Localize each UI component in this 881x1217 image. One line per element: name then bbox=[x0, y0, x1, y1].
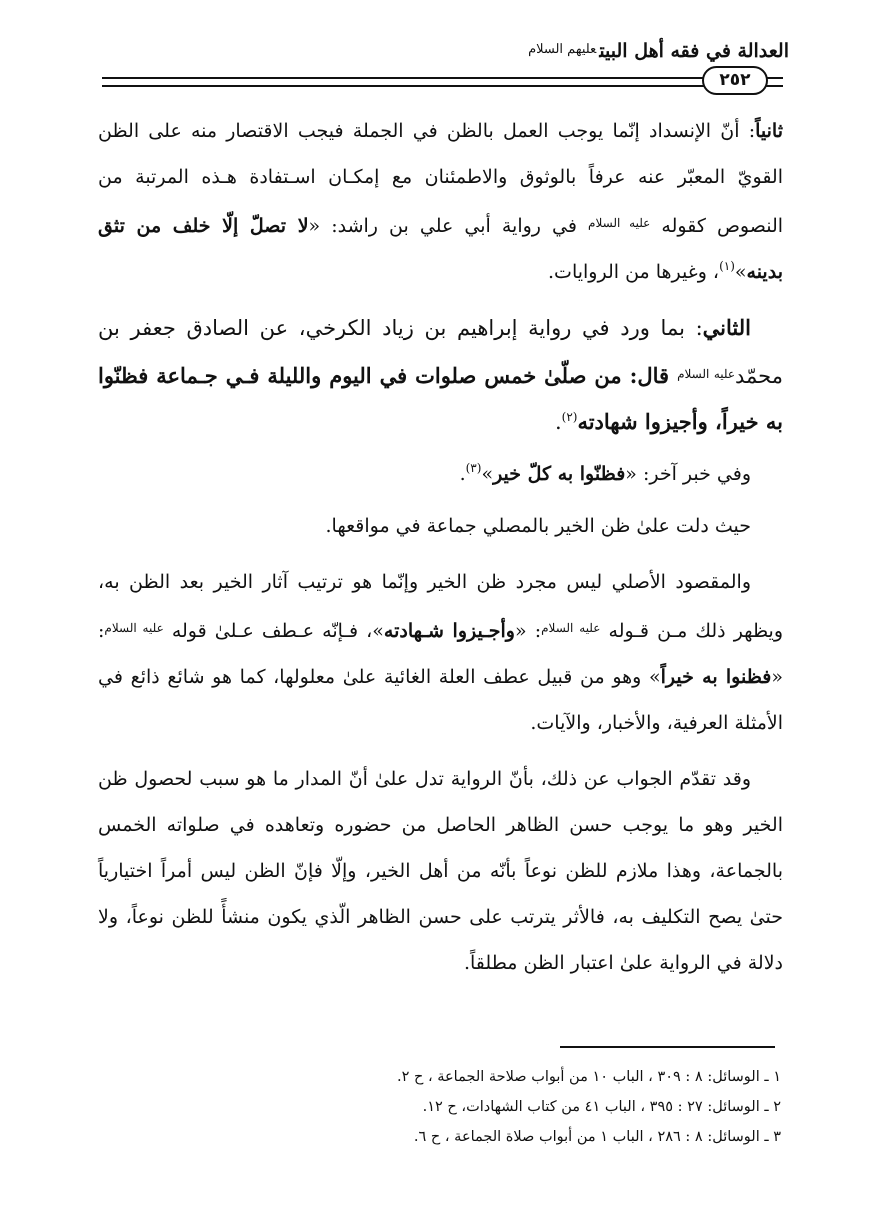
text-run: ، وغيرها من الروايات. bbox=[548, 261, 720, 283]
footnote-3: ٣ ـ الوسائل: ٨ : ٢٨٦ ، الباب ١ من أبواب صلاة الجماعة ، ح ٦. bbox=[413, 1129, 781, 1145]
text-run: والمقصود الأصلي ليس مجرد ظن الخير وإنّما هو ترتيب آثار الخير بعد الظن به، ويظهر ذلك مـن قـوله bbox=[98, 571, 783, 642]
bold-text: وأجـيزوا شـهادته bbox=[383, 620, 515, 642]
paragraph bbox=[98, 503, 783, 549]
paragraph bbox=[98, 559, 783, 746]
honorific-glyph: عليهم السلام bbox=[528, 42, 597, 57]
text-run: . bbox=[459, 463, 466, 485]
text-run: : أنّ الإنسداد إنّما يوجب العمل بالظن في الجملة فيجب الاقتصار منه على الظن القويّ المعبّر عنه عرفاً بالوثوق والاطمئنان مع إمكـان اسـتفادة هـذه المرتبة من النصوص كقوله bbox=[98, 120, 784, 237]
paragraph bbox=[98, 108, 783, 295]
footnote-separator bbox=[560, 1046, 775, 1048]
bold-text: الثاني bbox=[702, 315, 751, 340]
footnote-2: ٢ ـ الوسائل: ٢٧ : ٣٩٥ ، الباب ٤١ من كتاب الشهادات، ح ١٢. bbox=[422, 1099, 781, 1115]
bold-text: لا تصلّ إلّا خلف من تثق بدينه bbox=[98, 215, 783, 283]
text-run: » bbox=[481, 463, 494, 485]
bold-text: فظنوا به خيراً bbox=[660, 666, 772, 688]
text-run: وقد تقدّم الجواب عن ذلك، بأنّ الرواية تدل علىٰ أنّ المدار ما هو سبب لحصول ظن الخير وهو ما يوجب حسن الظاهر الحاصل من حضوره وتعاهده في صلواته الخمس بالجماعة، وهذا ملازم للظن نوعاً بأنّه من أهل الخير، وإلّا فإنّ الظن ليس أمراً اختيارياً حتىٰ يصح التكليف به، فالأثر يترتب على حسن الظاهر الّذي يكون منشأً للظن نوعاً، ولا دلالة في الرواية علىٰ اعتبار الظن مطلقاً. bbox=[98, 768, 783, 974]
header-rule-bottom bbox=[102, 85, 783, 87]
paragraph bbox=[98, 756, 783, 986]
text-run: »، فـإنّه عـطف عـلىٰ قوله bbox=[163, 620, 384, 642]
bold-text: فظنّوا به كلّ خير bbox=[493, 463, 626, 485]
text-run: : « bbox=[98, 620, 783, 688]
paragraph bbox=[98, 305, 783, 445]
honorific-glyph: عليه السلام bbox=[588, 216, 651, 230]
paragraph bbox=[98, 451, 783, 497]
honorific-glyph: عليه السلام bbox=[104, 621, 164, 635]
main-text bbox=[98, 108, 783, 992]
text-run: : بما ورد في رواية إبراهيم بن زياد الكرخي، عن الصادق جعفر بن محمّد bbox=[98, 316, 783, 388]
text-run: وفي خبر آخر: « bbox=[625, 463, 751, 485]
page-number-badge: ٢٥٢ bbox=[702, 66, 768, 95]
footnote-ref: (٢) bbox=[561, 410, 578, 424]
text-run: . bbox=[554, 410, 562, 434]
bold-text: قال: من صلّىٰ خمس صلوات في اليوم والليلة فـي جـماعة فظنّوا به خيراً، وأجيزوا شهادته bbox=[98, 363, 783, 434]
honorific-glyph: عليه السلام bbox=[541, 621, 601, 635]
running-title: العدالة في فقه أهل البيت bbox=[599, 40, 789, 62]
footnote-ref: (١) bbox=[719, 259, 735, 273]
footnote-1: ١ ـ الوسائل: ٨ : ٣٠٩ ، الباب ١٠ من أبواب صلاحة الجماعة ، ح ٢. bbox=[396, 1069, 781, 1085]
bold-text: ثانياً bbox=[755, 120, 783, 142]
footnotes bbox=[100, 1062, 781, 1152]
text-run: : « bbox=[514, 620, 542, 642]
text-run: حيث دلت علىٰ ظن الخير بالمصلي جماعة في مواقعها. bbox=[325, 515, 751, 537]
footnote-ref: (٣) bbox=[465, 461, 482, 475]
text-run: » bbox=[734, 261, 747, 283]
text-run: » وهو من قبيل عطف العلة الغائية علىٰ معلولها، كما هو شائع ذائع في الأمثلة العرفية، والأخبار، والآيات. bbox=[98, 666, 783, 734]
header-rule-top bbox=[102, 77, 783, 79]
running-header bbox=[528, 40, 789, 62]
text-run: في رواية أبي علي بن راشد: « bbox=[308, 215, 589, 237]
honorific-glyph: عليه السلام bbox=[677, 367, 736, 381]
